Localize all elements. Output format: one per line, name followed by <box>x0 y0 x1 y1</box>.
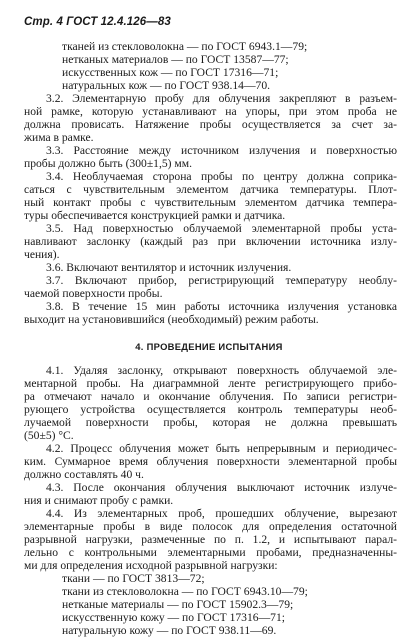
list-item: ткани — по ГОСТ 3813—72; <box>62 572 205 585</box>
paragraph-line: 3.4. Необлучаемая сторона пробы по центру должна соприка- <box>46 170 397 183</box>
paragraph-line: 3.3. Расстояние между источником излучения и поверхностью <box>46 144 397 157</box>
paragraph-line: лельно с контрольными элементарными пробами, предназначенны- <box>24 546 397 559</box>
paragraph-line: ми для определения исходной разрывной нагрузки: <box>24 559 278 572</box>
paragraph-line: лучаемой поверхности пробы, которая не должна превышать <box>24 416 397 429</box>
paragraph-line: 3.2. Элементарную пробу для облучения закрепляют в разъем- <box>46 92 397 105</box>
paragraph-line: чаемой поверхности пробы. <box>24 287 163 300</box>
paragraph-line: элементарные пробы в виде полосок для определения остаточной <box>24 520 397 533</box>
paragraph-line: должно составлять 40 ч. <box>24 468 144 481</box>
list-item: нетканых материалов — по ГОСТ 13587—77; <box>62 53 289 66</box>
paragraph-line: 3.7. Включают прибор, регистрирующий температуру необлу- <box>46 274 397 287</box>
paragraph-line: ким. Суммарное время облучения поверхности элементарной пробы <box>24 455 397 468</box>
paragraph-line: ра отмечают начало и окончание облучения. По записи регистри- <box>24 390 397 403</box>
paragraph-line: 4.3. После окончания облучения выключают источник излуче- <box>46 481 397 494</box>
section-title: 4. ПРОВЕДЕНИЕ ИСПЫТАНИЯ <box>135 341 283 352</box>
paragraph-line: пробы должно быть (300±1,5) мм. <box>24 157 193 170</box>
paragraph-line: рующего устройства осуществляется контроль температуры необ- <box>24 403 397 416</box>
paragraph-line: (50±5) °С. <box>24 429 74 442</box>
list-item: натуральных кож — по ГОСТ 938.14—70. <box>62 79 271 92</box>
paragraph-line: ментарной пробы. На диаграммной ленте регистрирующего прибо- <box>24 377 397 390</box>
list-item: искусственных кож — по ГОСТ 17316—71; <box>62 66 279 79</box>
paragraph-line: выходит на установившийся (необходимый) режим работы. <box>24 313 319 326</box>
paragraph-line: навливают заслонку (каждый раз при включении источника излу- <box>24 235 397 248</box>
list-item: искусственную кожу — по ГОСТ 17316—71; <box>62 611 285 624</box>
paragraph-line: 3.5. Над поверхностью облучаемой элементарной пробы уста- <box>46 222 397 235</box>
page-header: Стр. 4 ГОСТ 12.4.126—83 <box>24 16 171 28</box>
list-item: тканей из стекловолокна — по ГОСТ 6943.1—79; <box>62 40 308 53</box>
paragraph-line: ный контакт пробы с чувствительным элементом датчика темпера- <box>24 196 397 209</box>
paragraph-line: 4.1. Удаляя заслонку, открывают поверхность облучаемой эле- <box>46 364 397 377</box>
paragraph-line: ния и снимают пробу с рамки. <box>24 494 174 507</box>
paragraph-line: 3.8. В течение 15 мин работы источника излучения установка <box>46 300 397 313</box>
paragraph-line: разрывной нагрузки, размеченные по п. 1.2, и испытывают парал- <box>24 533 397 546</box>
paragraph-line: жима в рамке. <box>24 131 94 144</box>
list-item: ткани из стекловолокна — по ГОСТ 6943.10—79; <box>62 585 308 598</box>
paragraph-line: туры обеспечивается конструкцией рамки и датчика. <box>24 209 286 222</box>
paragraph-line: 4.4. Из элементарных проб, прошедших облучение, вырезают <box>46 507 397 520</box>
paragraph-line: 3.6. Включают вентилятор и источник излучения. <box>46 261 292 274</box>
paragraph-line: должна провисать. Натяжение пробы осуществляется за счет за- <box>24 118 397 131</box>
list-item: натуральную кожу — по ГОСТ 938.11—69. <box>62 624 277 637</box>
paragraph-line: ной рамке, которую устанавливают на упоры, при этом проба не <box>24 105 397 118</box>
paragraph-line: саться с чувствительным элементом датчика температуры. Плот- <box>24 183 397 196</box>
paragraph-line: чения). <box>24 248 60 261</box>
paragraph-line: 4.2. Процесс облучения может быть непрерывным и периодичес- <box>46 442 397 455</box>
list-item: нетканые материалы — по ГОСТ 15902.3—79; <box>62 598 294 611</box>
